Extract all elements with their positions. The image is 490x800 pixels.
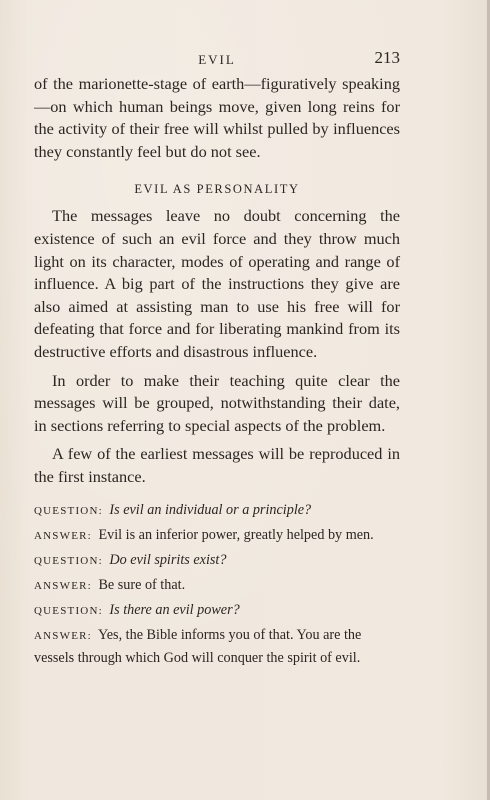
continued-paragraph: of the marionette-stage of earth—figuratively speaking—on which human beings move, given long reins for the activity of their free will whilst pulled by influences they constantly feel but do not see. — [34, 74, 400, 161]
section-heading: EVIL AS PERSONALITY — [134, 182, 300, 197]
qa-item — [34, 499, 400, 522]
paragraph-1: The messages leave no doubt concerning the existence of such an evil force and they throw much light on its character, modes of operating and range of influence. A big part of the instructions they give are also aimed at assisting man to use his free will for defeating that force and for liberating mankind from its destructive efforts and disastrous influence. — [34, 206, 400, 361]
qa-text: Do evil spirits exist? — [109, 551, 227, 568]
qa-item — [34, 599, 400, 622]
qa-label: QUESTION: — [34, 504, 103, 517]
qa-item — [34, 549, 400, 572]
qa-label: ANSWER: — [34, 579, 92, 592]
qa-label: QUESTION: — [34, 554, 103, 567]
qa-text: Evil is an inferior power, greatly helped by men. — [98, 526, 374, 543]
qa-item — [34, 524, 400, 547]
qa-list — [34, 499, 400, 669]
qa-item — [34, 624, 400, 669]
qa-item — [34, 574, 400, 597]
page-body — [34, 73, 400, 669]
page-number: 213 — [374, 48, 400, 67]
paragraph-2: In order to make their teaching quite clear the messages will be grouped, notwithstanding their date, in sections referring to special aspects of the problem. — [34, 370, 400, 435]
qa-text: Is evil an individual or a principle? — [109, 501, 312, 518]
running-head: EVIL — [198, 52, 236, 67]
qa-text: Be sure of that. — [98, 576, 186, 593]
page-header — [34, 48, 400, 70]
qa-label: ANSWER: — [34, 629, 92, 642]
qa-label: ANSWER: — [34, 529, 92, 542]
qa-text: Yes, the Bible informs you of that. You are the vessels through which God will conquer the spirit of evil. — [34, 626, 362, 666]
qa-label: QUESTION: — [34, 604, 103, 617]
qa-text: Is there an evil power? — [109, 601, 240, 618]
paragraph-3: A few of the earliest messages will be reproduced in the first instance. — [34, 444, 400, 486]
